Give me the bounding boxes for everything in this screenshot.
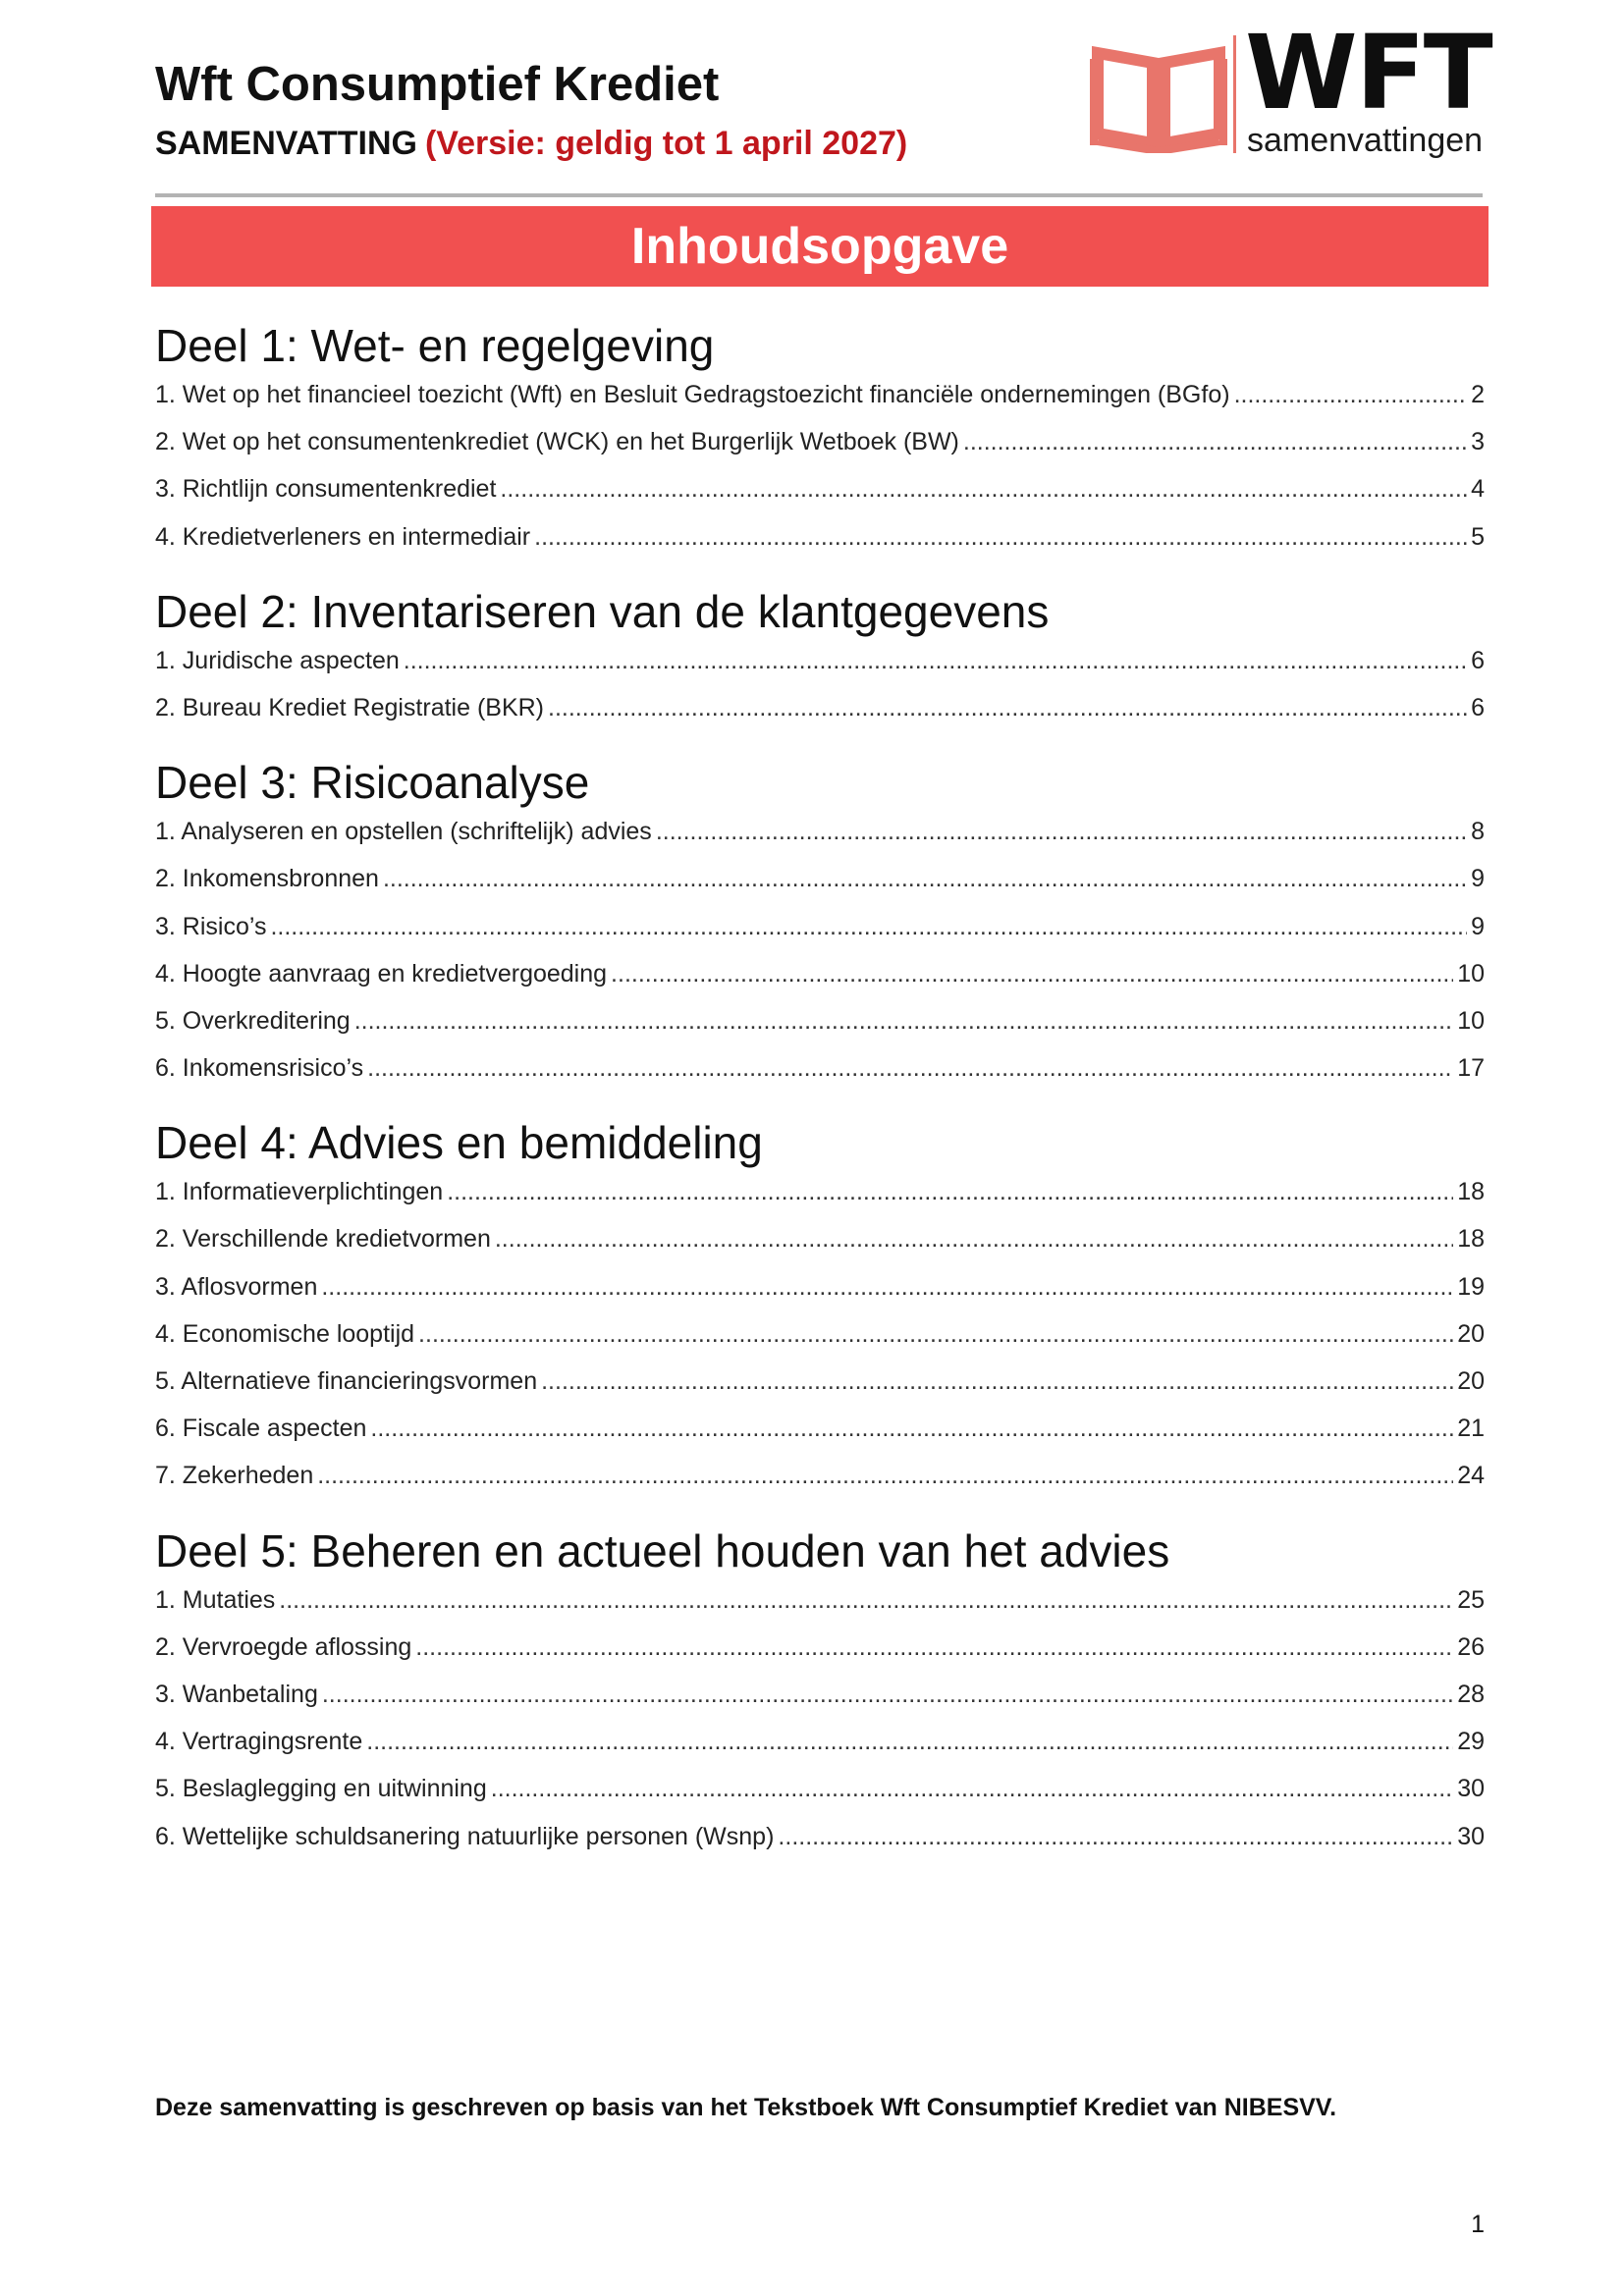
dot-leader bbox=[548, 684, 1467, 731]
dot-leader bbox=[317, 1452, 1453, 1499]
toc-entry[interactable] bbox=[155, 1405, 1485, 1452]
document-title: Wft Consumptief Krediet bbox=[155, 58, 720, 111]
dot-leader bbox=[963, 418, 1467, 465]
dot-leader bbox=[322, 1671, 1453, 1718]
toc-entry-page: 21 bbox=[1457, 1415, 1485, 1443]
section-title: Deel 5: Beheren en actueel houden van het advies bbox=[155, 1524, 1170, 1576]
toc-entry-label: 5. Overkreditering bbox=[155, 1006, 351, 1035]
toc-entry-label: 2. Bureau Krediet Registratie (BKR) bbox=[155, 693, 545, 721]
dot-leader bbox=[495, 1215, 1453, 1262]
toc-entry[interactable] bbox=[155, 1263, 1485, 1310]
toc-entry-page: 30 bbox=[1457, 1822, 1485, 1850]
toc-entry-page: 19 bbox=[1457, 1272, 1485, 1301]
wft-logo bbox=[1090, 13, 1491, 159]
toc-entry-label: 4. Vertragingsrente bbox=[155, 1728, 363, 1756]
toc-entry[interactable] bbox=[155, 1765, 1485, 1812]
version-label: (Versie: geldig tot 1 april 2027) bbox=[424, 125, 908, 162]
toc-entry-label: 4. Hoogte aanvraag en kredietvergoeding bbox=[155, 959, 608, 988]
toc-entry-page: 18 bbox=[1457, 1225, 1485, 1254]
dot-leader bbox=[366, 1718, 1453, 1765]
toc-entry-label: 2. Verschillende kredietvormen bbox=[155, 1225, 491, 1254]
dot-leader bbox=[383, 855, 1467, 902]
toc-entry-page: 5 bbox=[1471, 522, 1485, 551]
dot-leader bbox=[367, 1044, 1453, 1092]
logo-divider bbox=[1233, 35, 1239, 153]
toc-entry-page: 6 bbox=[1471, 646, 1485, 674]
section-title: Deel 2: Inventariseren van de klantgegevens bbox=[155, 585, 1050, 637]
toc-entry[interactable] bbox=[155, 465, 1485, 512]
toc-entry[interactable] bbox=[155, 1044, 1485, 1092]
toc-entry-page: 6 bbox=[1471, 693, 1485, 721]
toc-entry-page: 20 bbox=[1457, 1319, 1485, 1348]
toc-entry[interactable] bbox=[155, 513, 1485, 561]
toc-entry[interactable] bbox=[155, 684, 1485, 731]
toc-entry[interactable] bbox=[155, 997, 1485, 1044]
toc-banner: Inhoudsopgave bbox=[151, 206, 1489, 287]
logo-tagline: samenvattingen bbox=[1247, 122, 1484, 159]
toc-entry-label: 1. Juridische aspecten bbox=[155, 646, 400, 674]
section-title: Deel 1: Wet- en regelgeving bbox=[155, 320, 715, 371]
toc-entry[interactable] bbox=[155, 1452, 1485, 1499]
toc-entry-page: 29 bbox=[1457, 1728, 1485, 1756]
toc-entry[interactable] bbox=[155, 371, 1485, 418]
dot-leader bbox=[321, 1263, 1453, 1310]
toc-entry[interactable] bbox=[155, 1624, 1485, 1671]
toc-entry-page: 4 bbox=[1471, 475, 1485, 504]
dot-leader bbox=[611, 950, 1453, 997]
open-book-icon bbox=[1090, 39, 1227, 153]
dot-leader bbox=[778, 1813, 1453, 1860]
section-title: Deel 3: Risicoanalyse bbox=[155, 757, 590, 809]
dot-leader bbox=[418, 1310, 1453, 1358]
toc-entry-label: 3. Aflosvormen bbox=[155, 1272, 318, 1301]
logo-wordmark: WFT bbox=[1245, 13, 1491, 133]
toc-entry[interactable] bbox=[155, 1813, 1485, 1860]
toc-entry[interactable] bbox=[155, 1358, 1485, 1405]
toc-entry-label: 1. Wet op het financieel toezicht (Wft) en Besluit Gedragstoezicht financiële ondernemingen (BGfo) bbox=[155, 381, 1230, 408]
toc-entry-label: 6. Wettelijke schuldsanering natuurlijke personen (Wsnp) bbox=[155, 1822, 775, 1850]
toc-entry[interactable] bbox=[155, 637, 1485, 684]
dot-leader bbox=[1234, 371, 1468, 418]
toc-entry-page: 24 bbox=[1457, 1462, 1485, 1490]
dot-leader bbox=[354, 997, 1453, 1044]
toc-entry-label: 1. Informatieverplichtingen bbox=[155, 1178, 444, 1206]
dot-leader bbox=[370, 1405, 1453, 1452]
dot-leader bbox=[500, 465, 1467, 512]
dot-leader bbox=[534, 513, 1467, 561]
toc-entry[interactable] bbox=[155, 1671, 1485, 1718]
header-divider bbox=[155, 193, 1483, 197]
dot-leader bbox=[404, 637, 1467, 684]
toc-entry[interactable] bbox=[155, 1168, 1485, 1215]
dot-leader bbox=[279, 1576, 1453, 1624]
toc-entry[interactable] bbox=[155, 903, 1485, 950]
toc-entry-label: 6. Inkomensrisico’s bbox=[155, 1054, 364, 1083]
dot-leader bbox=[415, 1624, 1453, 1671]
dot-leader bbox=[491, 1765, 1453, 1812]
footer-note: Deze samenvatting is geschreven op basis van het Tekstboek Wft Consumptief Krediet van NIBESVV. bbox=[155, 2094, 1337, 2121]
toc-entry-page: 20 bbox=[1457, 1367, 1485, 1395]
toc-entry[interactable] bbox=[155, 1718, 1485, 1765]
toc-entry-label: 2. Wet op het consumentenkrediet (WCK) en het Burgerlijk Wetboek (BW) bbox=[155, 428, 959, 456]
toc-entry[interactable] bbox=[155, 418, 1485, 465]
subtitle-label: SAMENVATTING bbox=[155, 125, 417, 162]
toc-entry-page: 18 bbox=[1457, 1178, 1485, 1206]
toc-entry-page: 26 bbox=[1457, 1632, 1485, 1661]
toc-entry-label: 7. Zekerheden bbox=[155, 1462, 314, 1490]
toc-entry-label: 5. Alternatieve financieringsvormen bbox=[155, 1367, 538, 1395]
toc-entry-label: 2. Vervroegde aflossing bbox=[155, 1632, 412, 1661]
toc-entry[interactable] bbox=[155, 808, 1485, 855]
toc-entry-label: 2. Inkomensbronnen bbox=[155, 865, 379, 893]
toc-entry-label: 3. Wanbetaling bbox=[155, 1680, 318, 1708]
toc-entry[interactable] bbox=[155, 1310, 1485, 1358]
toc-entry-label: 4. Kredietverleners en intermediair bbox=[155, 522, 531, 551]
toc-entry-page: 3 bbox=[1471, 428, 1485, 456]
toc-entry-label: 1. Mutaties bbox=[155, 1585, 276, 1614]
toc-entry-page: 9 bbox=[1471, 912, 1485, 940]
toc-entry-page: 25 bbox=[1457, 1585, 1485, 1614]
dot-leader bbox=[270, 903, 1467, 950]
toc-entry-page: 8 bbox=[1471, 818, 1485, 846]
section-title: Deel 4: Advies en bemiddeling bbox=[155, 1117, 763, 1169]
dot-leader bbox=[656, 808, 1467, 855]
document-subtitle bbox=[155, 125, 907, 163]
toc-entry-label: 3. Richtlijn consumentenkrediet bbox=[155, 475, 497, 504]
toc-entry[interactable] bbox=[155, 855, 1485, 902]
toc-entry-page: 2 bbox=[1471, 381, 1485, 408]
toc-entry-page: 28 bbox=[1457, 1680, 1485, 1708]
toc-entry-label: 3. Risico’s bbox=[155, 912, 267, 940]
toc-entry-page: 17 bbox=[1457, 1054, 1485, 1083]
toc-entry-label: 6. Fiscale aspecten bbox=[155, 1415, 367, 1443]
toc-entry-page: 9 bbox=[1471, 865, 1485, 893]
toc-entry-label: 1. Analyseren en opstellen (schriftelijk) advies bbox=[155, 818, 652, 846]
toc-entry[interactable] bbox=[155, 1215, 1485, 1262]
toc-entry-label: 4. Economische looptijd bbox=[155, 1319, 415, 1348]
dot-leader bbox=[447, 1168, 1453, 1215]
toc-entry[interactable] bbox=[155, 1576, 1485, 1624]
toc-entry-page: 30 bbox=[1457, 1775, 1485, 1803]
toc-entry-label: 5. Beslaglegging en uitwinning bbox=[155, 1775, 487, 1803]
table-of-contents bbox=[155, 294, 1485, 1860]
toc-entry-page: 10 bbox=[1457, 1006, 1485, 1035]
toc-entry-page: 10 bbox=[1457, 959, 1485, 988]
dot-leader bbox=[541, 1358, 1453, 1405]
page-number: 1 bbox=[1471, 2211, 1485, 2238]
toc-entry[interactable] bbox=[155, 950, 1485, 997]
